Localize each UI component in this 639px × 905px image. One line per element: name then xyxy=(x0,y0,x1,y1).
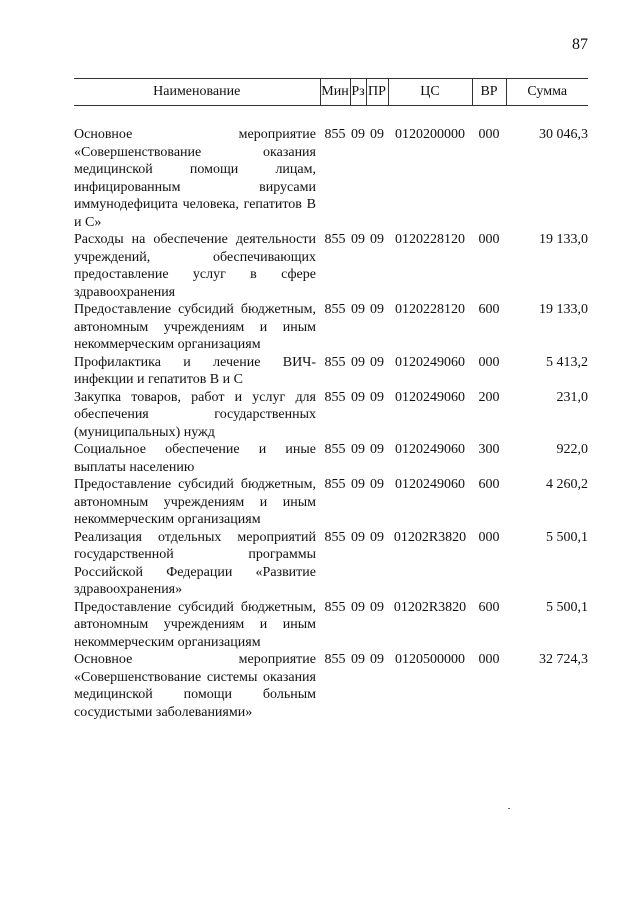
header-sum: Сумма xyxy=(506,79,588,106)
row-min: 855 xyxy=(324,477,346,492)
row-sum: 19 133,0 xyxy=(539,302,588,317)
row-pr: 09 xyxy=(370,232,384,247)
row-min: 855 xyxy=(324,232,346,247)
header-vr: ВР xyxy=(472,79,506,106)
row-pr: 09 xyxy=(370,599,384,615)
row-name: Основное мероприятие «Совершенствование системы оказания медицинской помощи больным сосудистыми заболеваниями» xyxy=(74,652,316,720)
row-pr: 09 xyxy=(370,302,384,317)
row-min: 855 xyxy=(324,354,346,370)
row-min: 855 xyxy=(324,599,346,615)
row-name: Предоставление субсидий бюджетным, автономным учреждениям и иным некоммерческим организациям xyxy=(74,302,316,352)
row-pr: 09 xyxy=(370,529,384,545)
row-cs: 0120249060 xyxy=(395,477,465,492)
row-name: Реализация отдельных мероприятий государственной программы Российской Федерации «Развитие здравоохранения» xyxy=(74,529,316,597)
row-rz: 09 xyxy=(351,529,365,545)
row-rz: 09 xyxy=(351,652,365,667)
header-cs: ЦС xyxy=(388,79,472,106)
row-name: Основное мероприятие «Совершенствование оказания медицинской помощи лицам, инфицированным вирусами иммунодефицита человека, гепатитов В и С» xyxy=(74,127,316,230)
row-cs: 0120249060 xyxy=(395,442,465,457)
row-vr: 000 xyxy=(478,232,500,247)
row-min: 855 xyxy=(324,127,346,142)
row-name: Предоставление субсидий бюджетным, автономным учреждениям и иным некоммерческим организациям xyxy=(74,599,316,650)
row-pr: 09 xyxy=(370,127,384,142)
row-rz: 09 xyxy=(351,354,365,370)
row-cs: 0120228120 xyxy=(395,302,465,317)
row-sum: 30 046,3 xyxy=(539,127,588,142)
row-name: Предоставление субсидий бюджетным, автономным учреждениям и иным некоммерческим организациям xyxy=(74,477,316,527)
row-vr: 600 xyxy=(478,302,500,317)
budget-table xyxy=(74,78,588,721)
table-row xyxy=(74,599,588,652)
row-sum: 231,0 xyxy=(556,389,588,405)
row-name: Профилактика и лечение ВИЧ-инфекции и гепатитов В и С xyxy=(74,354,316,387)
row-vr: 000 xyxy=(478,354,500,370)
row-vr: 600 xyxy=(478,477,500,492)
table-row xyxy=(74,441,588,476)
table-row xyxy=(74,529,588,599)
row-cs: 0120228120 xyxy=(395,232,465,247)
row-cs: 01202R3820 xyxy=(393,599,467,615)
row-min: 855 xyxy=(324,442,346,457)
table-row xyxy=(74,231,588,301)
row-sum: 5 500,1 xyxy=(546,599,588,615)
row-sum: 4 260,2 xyxy=(546,477,588,492)
table-header-row xyxy=(74,79,588,106)
table-row xyxy=(74,354,588,389)
row-sum: 922,0 xyxy=(556,442,588,457)
row-name: Социальное обеспечение и иные выплаты населению xyxy=(74,442,316,475)
row-name: Закупка товаров, работ и услуг для обеспечения государственных (муниципальных) нужд xyxy=(74,389,316,440)
header-min: Мин xyxy=(320,79,350,106)
row-rz: 09 xyxy=(351,232,365,247)
row-min: 855 xyxy=(324,302,346,317)
row-vr: 000 xyxy=(478,529,500,545)
row-vr: 000 xyxy=(478,652,500,667)
row-rz: 09 xyxy=(351,389,365,405)
row-pr: 09 xyxy=(370,442,384,457)
row-cs: 0120200000 xyxy=(395,127,465,142)
table-row xyxy=(74,651,588,721)
row-name: Расходы на обеспечение деятельности учреждений, обеспечивающих предоставление услуг в сфере здравоохранения xyxy=(74,232,316,300)
row-vr: 200 xyxy=(478,389,500,405)
header-pr: ПР xyxy=(366,79,388,106)
header-spacer xyxy=(74,106,588,127)
page-number: 87 xyxy=(572,36,588,53)
row-min: 855 xyxy=(324,652,346,667)
row-rz: 09 xyxy=(351,599,365,615)
row-min: 855 xyxy=(324,529,346,545)
row-rz: 09 xyxy=(351,302,365,317)
header-name: Наименование xyxy=(74,79,320,106)
row-pr: 09 xyxy=(370,652,384,667)
row-cs: 01202R3820 xyxy=(393,529,467,545)
row-sum: 5 413,2 xyxy=(546,354,588,370)
table-row xyxy=(74,389,588,442)
row-pr: 09 xyxy=(370,354,384,370)
row-cs: 0120500000 xyxy=(395,652,465,667)
row-rz: 09 xyxy=(351,477,365,492)
row-pr: 09 xyxy=(370,389,384,405)
table-row xyxy=(74,301,588,354)
row-sum: 5 500,1 xyxy=(546,529,588,545)
row-vr: 300 xyxy=(478,442,500,457)
row-min: 855 xyxy=(324,389,346,405)
row-cs: 0120249060 xyxy=(395,389,465,405)
table-body xyxy=(74,106,588,722)
row-sum: 19 133,0 xyxy=(539,232,588,247)
header-rz: Рз xyxy=(350,79,366,106)
row-vr: 000 xyxy=(478,127,500,142)
row-pr: 09 xyxy=(370,477,384,492)
row-rz: 09 xyxy=(351,127,365,142)
row-sum: 32 724,3 xyxy=(539,652,588,667)
row-cs: 0120249060 xyxy=(395,354,465,370)
row-rz: 09 xyxy=(351,442,365,457)
table-row xyxy=(74,476,588,529)
row-vr: 600 xyxy=(478,599,500,615)
scan-artifact xyxy=(508,808,510,809)
table-row xyxy=(74,126,588,231)
